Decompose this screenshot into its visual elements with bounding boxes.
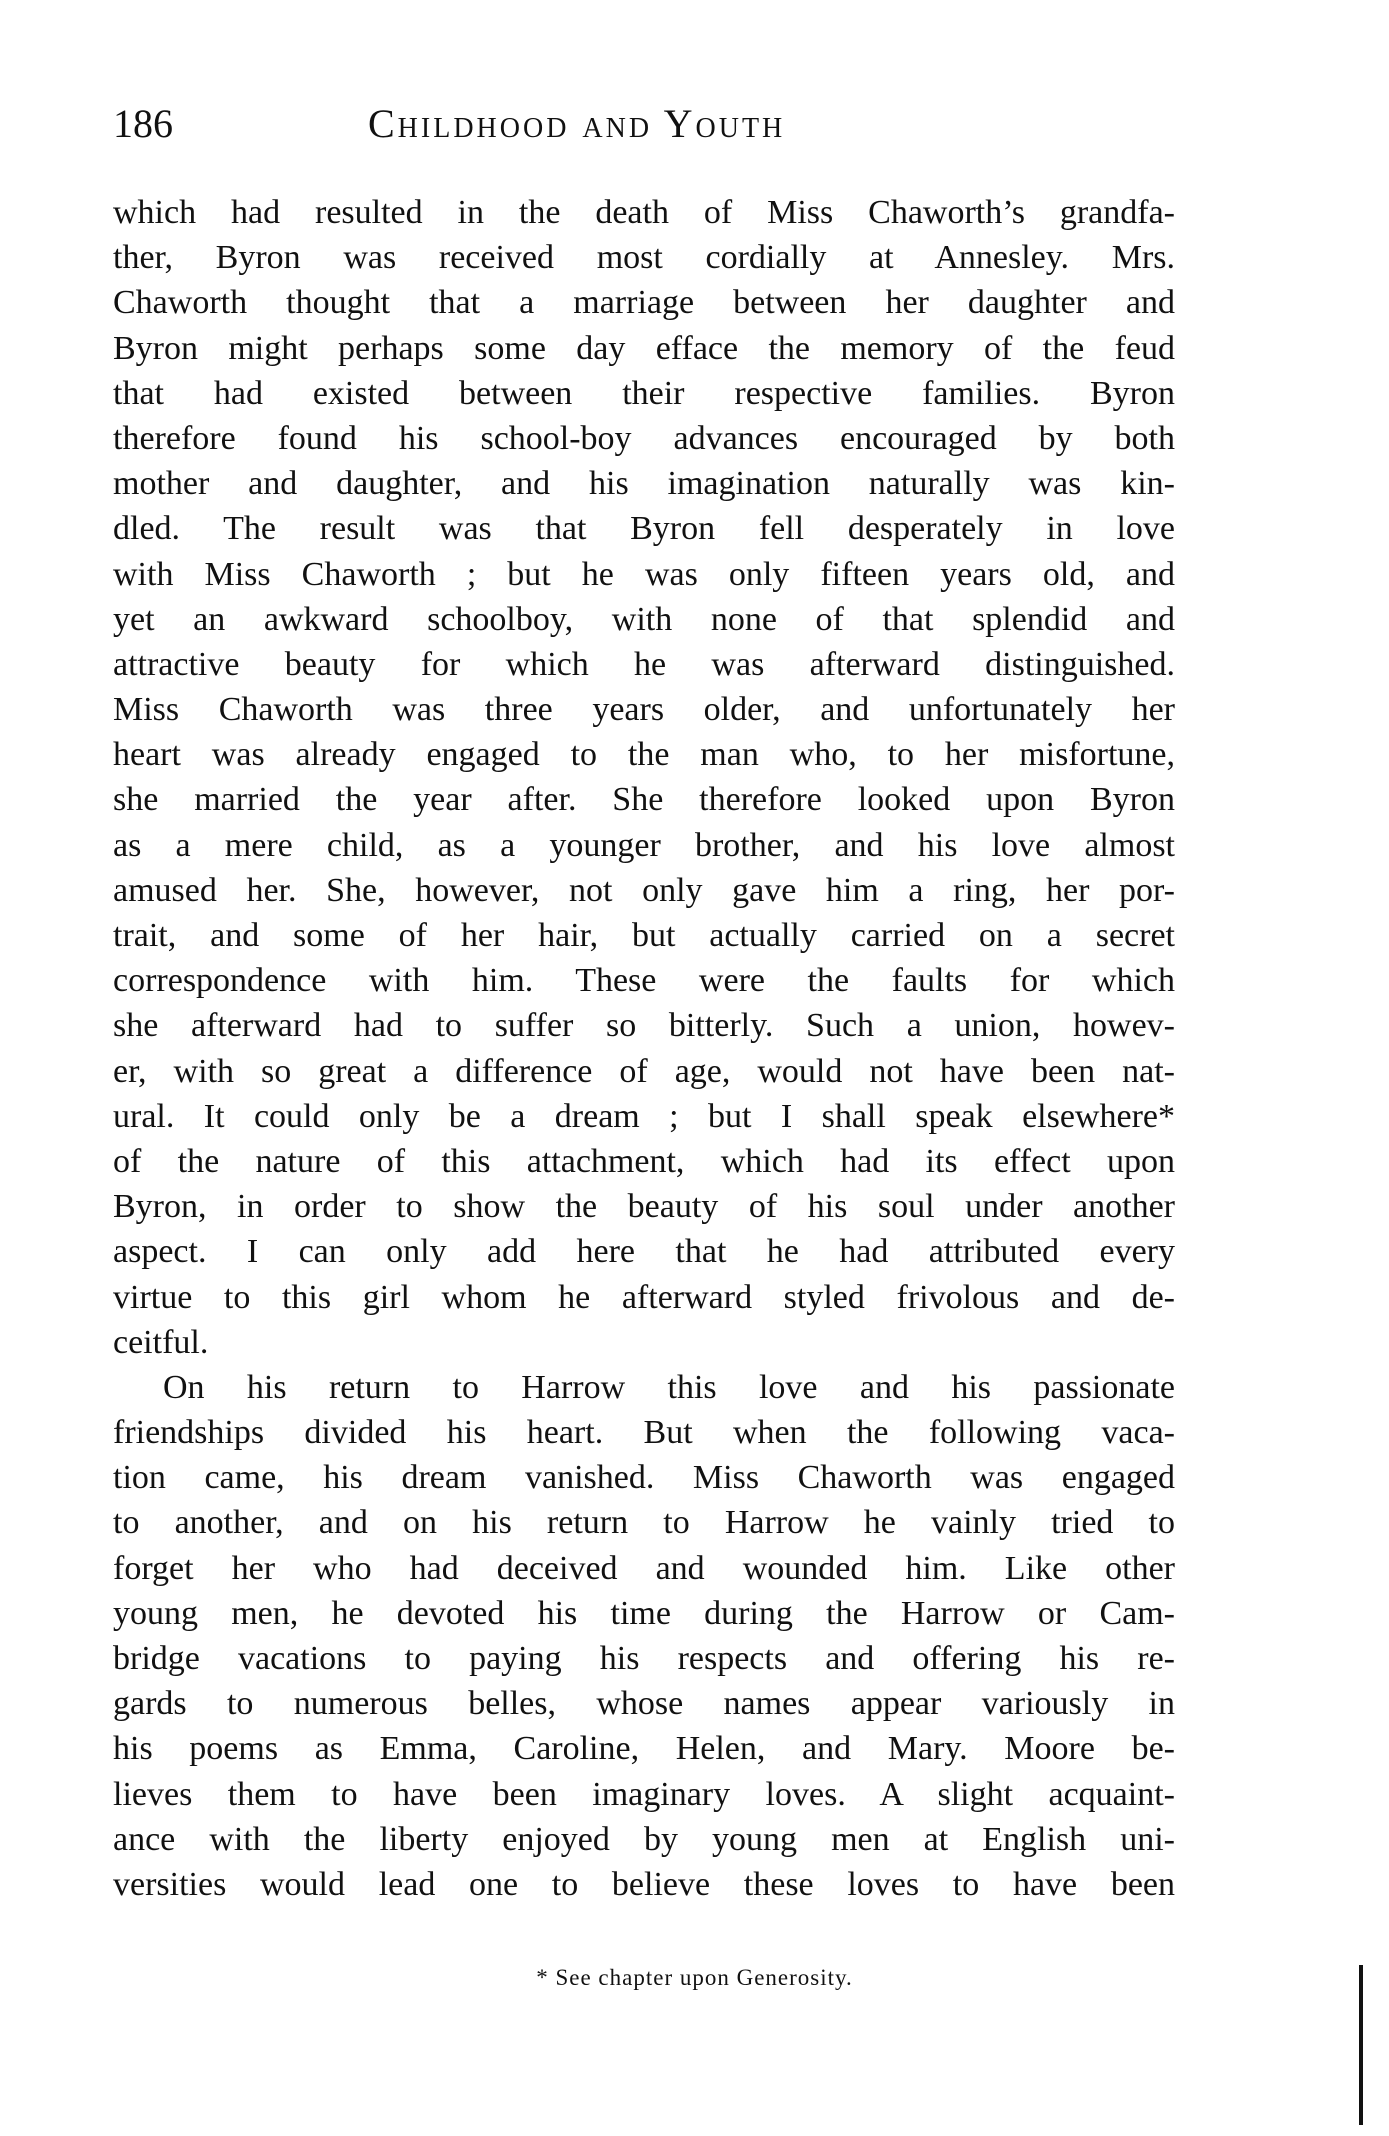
text-line: er, with so great a difference of age, would not have been nat- bbox=[113, 1052, 1175, 1090]
text-line: ceitful. bbox=[113, 1323, 209, 1361]
text-line: with Miss Chaworth ; but he was only fifteen years old, and bbox=[113, 555, 1175, 593]
text-line: On his return to Harrow this love and his passionate bbox=[163, 1368, 1175, 1406]
text-line: therefore found his school-boy advances encouraged by both bbox=[113, 419, 1175, 457]
text-line: virtue to this girl whom he afterward styled frivolous and de- bbox=[113, 1278, 1175, 1316]
text-line: Byron might perhaps some day efface the memory of the feud bbox=[113, 329, 1175, 367]
scan-edge-mark bbox=[1359, 1965, 1363, 2125]
footnote: * See chapter upon Generosity. bbox=[536, 1965, 853, 1990]
body-text bbox=[113, 190, 1175, 1907]
text-line: Byron, in order to show the beauty of his soul under another bbox=[113, 1188, 1175, 1226]
text-line: that had existed between their respective families. Byron bbox=[113, 374, 1175, 412]
text-line: attractive beauty for which he was afterward distinguished. bbox=[113, 645, 1175, 683]
text-line: dled. The result was that Byron fell desperately in love bbox=[113, 510, 1175, 548]
text-line: she married the year after. She therefore looked upon Byron bbox=[113, 781, 1175, 819]
page-header bbox=[113, 100, 1175, 150]
text-line: as a mere child, as a younger brother, and his love almost bbox=[113, 826, 1175, 864]
text-line: mother and daughter, and his imagination naturally was kin- bbox=[113, 465, 1175, 503]
text-line: yet an awkward schoolboy, with none of that splendid and bbox=[113, 600, 1175, 638]
text-line: young men, he devoted his time during the Harrow or Cam- bbox=[113, 1594, 1175, 1632]
text-line: heart was already engaged to the man who, to her misfortune, bbox=[113, 736, 1175, 774]
text-line: Miss Chaworth was three years older, and unfortunately her bbox=[113, 691, 1175, 729]
text-line: trait, and some of her hair, but actually carried on a secret bbox=[113, 917, 1175, 954]
text-line: his poems as Emma, Caroline, Helen, and Mary. Moore be- bbox=[113, 1730, 1175, 1768]
text-line: to another, and on his return to Harrow he vainly tried to bbox=[113, 1504, 1175, 1542]
text-line: she afterward had to suffer so bitterly. Such a union, howev- bbox=[113, 1007, 1175, 1045]
text-line: bridge vacations to paying his respects and offering his re- bbox=[113, 1640, 1175, 1677]
text-line: gards to numerous belles, whose names appear variously in bbox=[113, 1685, 1175, 1723]
text-line: ther, Byron was received most cordially at Annesley. Mrs. bbox=[113, 239, 1175, 277]
page-number: 186 bbox=[113, 101, 173, 146]
text-line: versities would lead one to believe these loves to have been bbox=[113, 1865, 1175, 1903]
text-line: Chaworth thought that a marriage between her daughter and bbox=[113, 284, 1175, 322]
text-line: aspect. I can only add here that he had attributed every bbox=[113, 1233, 1175, 1271]
text-line: tion came, his dream vanished. Miss Chaworth was engaged bbox=[113, 1459, 1175, 1497]
text-line: lieves them to have been imaginary loves. A slight acquaint- bbox=[113, 1775, 1175, 1813]
text-line: ance with the liberty enjoyed by young men at English uni- bbox=[113, 1820, 1175, 1858]
text-line: correspondence with him. These were the faults for which bbox=[113, 962, 1175, 1000]
text-line: forget her who had deceived and wounded him. Like other bbox=[113, 1549, 1175, 1587]
text-line: friendships divided his heart. But when the following vaca- bbox=[113, 1414, 1175, 1452]
text-line: which had resulted in the death of Miss Chaworth’s grandfa- bbox=[113, 194, 1175, 231]
running-title: Childhood and Youth bbox=[368, 101, 786, 146]
text-line: ural. It could only be a dream ; but I shall speak elsewhere* bbox=[113, 1097, 1175, 1135]
text-line: of the nature of this attachment, which had its effect upon bbox=[113, 1142, 1175, 1180]
text-line: amused her. She, however, not only gave him a ring, her por- bbox=[113, 871, 1175, 909]
